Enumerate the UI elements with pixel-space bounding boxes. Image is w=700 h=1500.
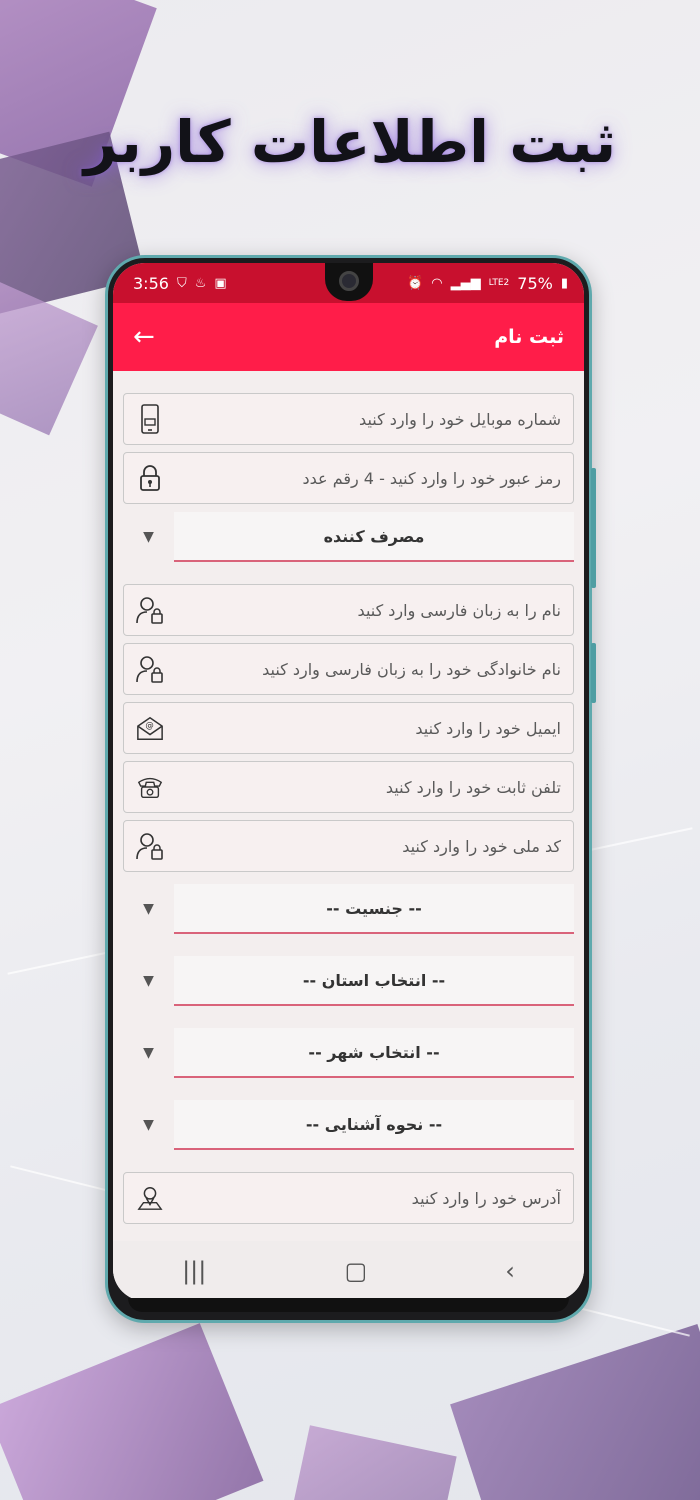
phone-bezel-bottom (128, 1298, 569, 1312)
user-lock-icon (136, 595, 164, 625)
landline-input[interactable] (174, 778, 561, 797)
registration-form (113, 371, 584, 1224)
phone-mockup (105, 255, 592, 1323)
decor-cube (293, 1425, 456, 1500)
referral-select[interactable] (123, 1100, 574, 1150)
power-button (591, 643, 596, 703)
city-select[interactable] (123, 1028, 574, 1078)
first-name-field[interactable] (123, 584, 574, 636)
chevron-down-icon[interactable]: ▼ (143, 1045, 154, 1061)
mobile-field[interactable] (123, 393, 574, 445)
telephone-icon (136, 772, 164, 802)
phone-screen (113, 263, 584, 1301)
province-value[interactable]: -- انتخاب استان -- (174, 956, 574, 1006)
toolbar-title: ثبت نام (494, 326, 564, 348)
volume-button (591, 468, 596, 588)
user-lock-icon (136, 654, 164, 684)
referral-value[interactable]: -- نحوه آشنایی -- (174, 1100, 574, 1150)
landline-field[interactable] (123, 761, 574, 813)
national-code-input[interactable] (174, 837, 561, 856)
image-icon: ▣ (214, 275, 227, 291)
signal-icon: ▂▄▆ (450, 275, 481, 291)
status-time: 3:56 (133, 273, 169, 293)
location-pin-icon (136, 1183, 164, 1213)
home-icon[interactable]: ▢ (344, 1257, 368, 1285)
chevron-down-icon[interactable]: ▼ (143, 1117, 154, 1133)
android-nav-bar (113, 1241, 584, 1301)
email-input[interactable] (174, 719, 561, 738)
lock-icon (136, 463, 164, 493)
network-label: LTE2 (488, 278, 510, 288)
user-lock-icon (136, 831, 164, 861)
email-icon (136, 713, 164, 743)
battery-icon: ▮ (560, 275, 568, 291)
decor-cube (450, 1324, 700, 1500)
mobile-input[interactable] (174, 410, 561, 429)
city-value[interactable]: -- انتخاب شهر -- (174, 1028, 574, 1078)
mobile-phone-icon (136, 404, 164, 434)
decor-cube (0, 1323, 263, 1500)
chevron-down-icon[interactable]: ▼ (143, 529, 154, 545)
first-name-input[interactable] (174, 601, 561, 620)
page-title: ثبت اطلاعات کاربر (83, 108, 617, 176)
gender-value[interactable]: -- جنسیت -- (174, 884, 574, 934)
arrow-left-icon[interactable]: ← (133, 322, 155, 352)
recent-apps-icon[interactable]: ||| (182, 1257, 207, 1285)
user-type-value[interactable]: مصرف کننده (174, 512, 574, 562)
user-type-select[interactable] (123, 512, 574, 562)
notification-icon: ♨ (194, 275, 207, 291)
chevron-down-icon[interactable]: ▼ (143, 901, 154, 917)
shield-icon: ⛉ (176, 275, 187, 291)
battery-percent: 75% (517, 273, 553, 293)
wifi-icon: ◠ (431, 275, 443, 291)
address-input[interactable] (174, 1189, 561, 1208)
national-code-field[interactable] (123, 820, 574, 872)
svg-text:@: @ (145, 720, 154, 730)
password-input[interactable] (174, 469, 561, 488)
address-field[interactable] (123, 1172, 574, 1224)
password-field[interactable] (123, 452, 574, 504)
alarm-icon: ⏰ (407, 275, 424, 291)
camera-icon (339, 271, 359, 291)
email-field[interactable] (123, 702, 574, 754)
app-toolbar (113, 303, 584, 371)
gender-select[interactable] (123, 884, 574, 934)
last-name-field[interactable] (123, 643, 574, 695)
back-icon[interactable]: ‹ (505, 1257, 515, 1285)
last-name-input[interactable] (174, 660, 561, 679)
chevron-down-icon[interactable]: ▼ (143, 973, 154, 989)
province-select[interactable] (123, 956, 574, 1006)
